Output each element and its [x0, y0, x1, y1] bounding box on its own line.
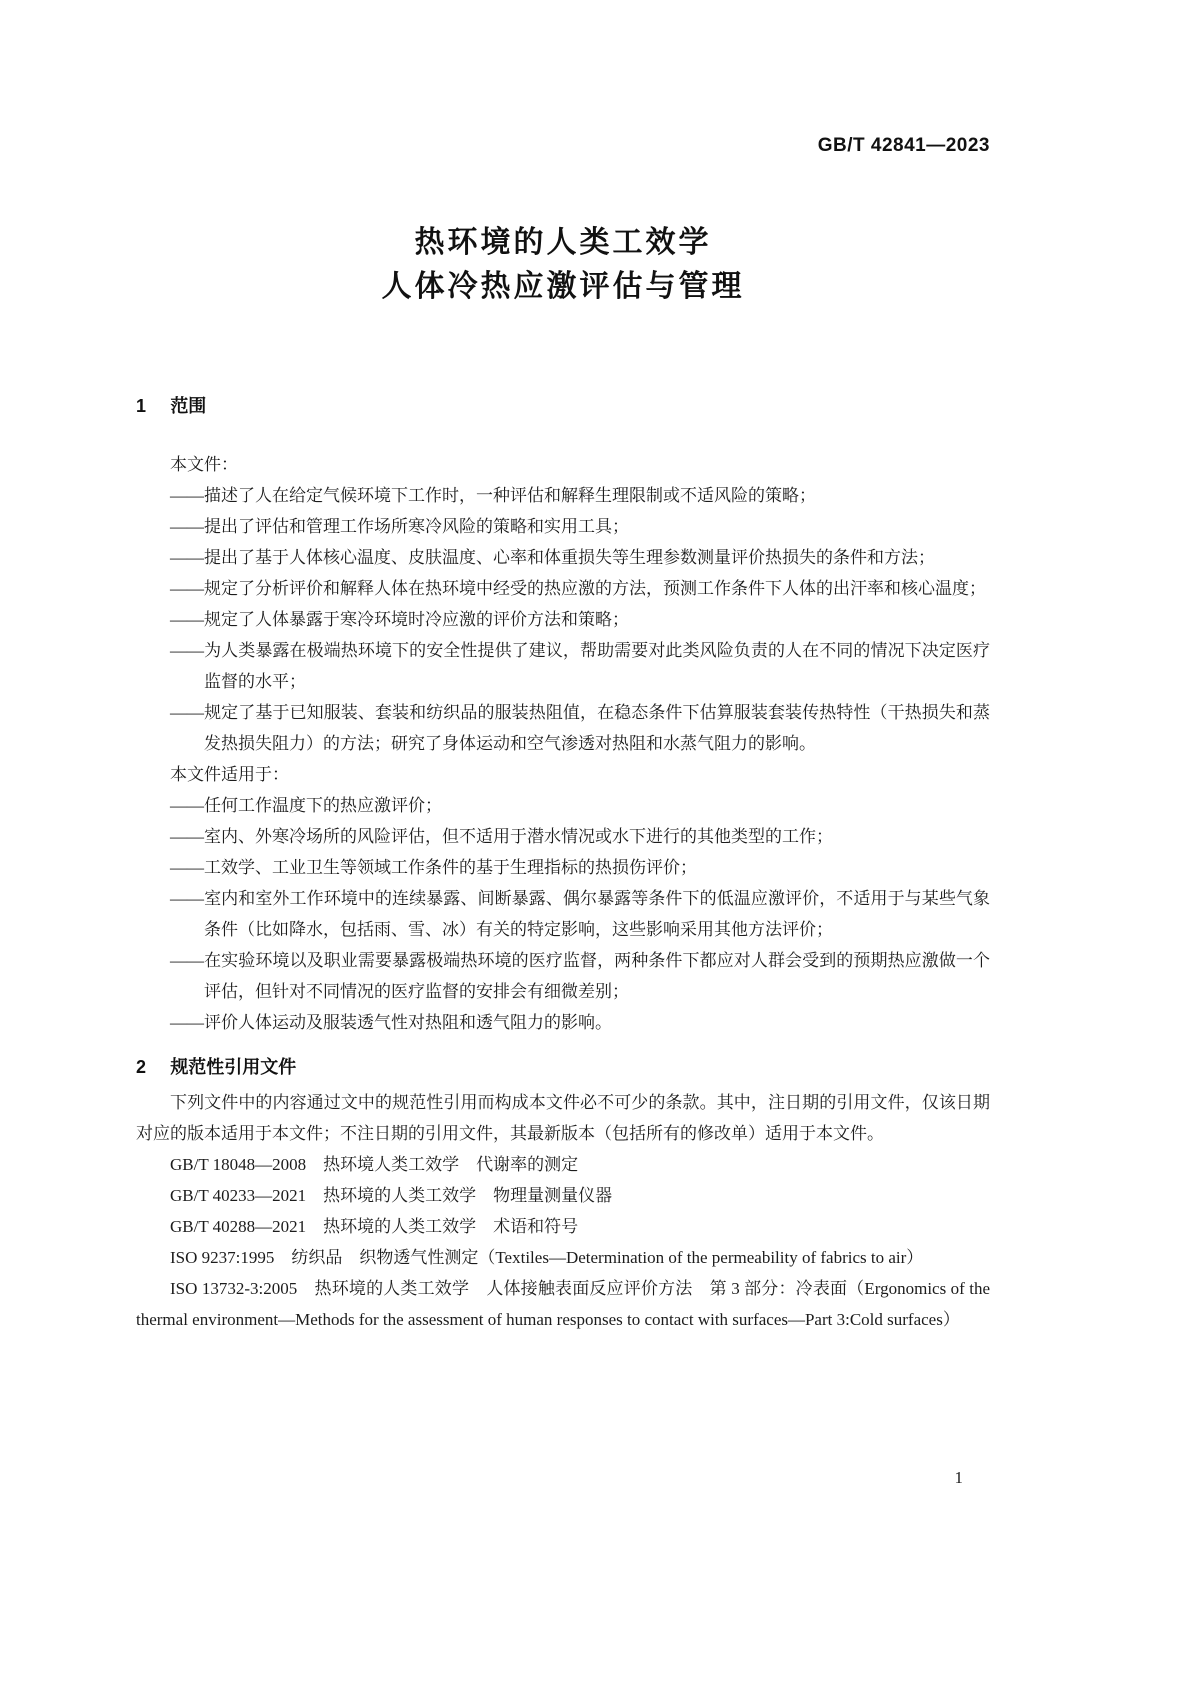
reference-4: ISO 9237:1995 纺织品 织物透气性测定（Textiles—Determination of the permeability of fabrics to air）: [170, 1248, 924, 1267]
applies-item-1: ——任何工作温度下的热应激评价；: [170, 796, 442, 815]
applies-item-5: ——在实验环境以及职业需要暴露极端热环境的医疗监督，两种条件下都应对人群会受到的预期热应激做一个评估，但针对不同情况的医疗监督的安排会有细微差别；: [170, 951, 990, 1001]
scope-item-2: ——提出了评估和管理工作场所寒冷风险的策略和实用工具；: [170, 517, 629, 536]
scope-item-6: ——为人类暴露在极端热环境下的安全性提供了建议，帮助需要对此类风险负责的人在不同的情况下决定医疗监督的水平；: [170, 641, 990, 691]
page-number: 1: [954, 1468, 963, 1487]
applies-item-2: ——室内、外寒冷场所的风险评估，但不适用于潜水情况或水下进行的其他类型的工作；: [170, 827, 833, 846]
applies-item-6: ——评价人体运动及服装透气性对热阻和透气阻力的影响。: [170, 1013, 612, 1032]
reference-5: ISO 13732-3:2005 热环境的人类工效学 人体接触表面反应评价方法 第 3 部分：冷表面（Ergonomics of the thermal environment—Methods for the assessment of human responses to contact with surfaces—Part 3:Cold surfaces）: [136, 1279, 990, 1329]
section-1-heading: [136, 393, 990, 419]
scope-item-7: ——规定了基于已知服装、套装和纺织品的服装热阻值，在稳态条件下估算服装套装传热特性（干热损失和蒸发热损失阻力）的方法；研究了身体运动和空气渗透对热阻和水蒸气阻力的影响。: [170, 703, 990, 753]
scope-intro: 本文件：: [170, 455, 238, 474]
section-1-title: 范围: [170, 396, 207, 416]
section-2-title: 规范性引用文件: [170, 1057, 297, 1077]
document-title: [136, 221, 990, 309]
document-title-line-1: 热环境的人类工效学: [414, 226, 712, 259]
normative-references-intro: 下列文件中的内容通过文中的规范性引用而构成本文件必不可少的条款。其中，注日期的引用文件，仅该日期对应的版本适用于本文件；不注日期的引用文件，其最新版本（包括所有的修改单）适用于本文件。: [136, 1093, 990, 1143]
standard-code: GB/T 42841—2023: [817, 135, 990, 156]
scope-item-5: ——规定了人体暴露于寒冷环境时冷应激的评价方法和策略；: [170, 610, 629, 629]
scope-applies-intro: 本文件适用于：: [170, 765, 289, 784]
reference-1: GB/T 18048—2008 热环境人类工效学 代谢率的测定: [170, 1155, 579, 1174]
document-title-line-2: 人体冷热应激评估与管理: [381, 270, 745, 303]
reference-2: GB/T 40233—2021 热环境的人类工效学 物理量测量仪器: [170, 1186, 613, 1205]
reference-3: GB/T 40288—2021 热环境的人类工效学 术语和符号: [170, 1217, 579, 1236]
scope-item-3: ——提出了基于人体核心温度、皮肤温度、心率和体重损失等生理参数测量评价热损失的条件和方法；: [170, 548, 935, 567]
section-1-number: 1: [136, 396, 147, 416]
applies-item-4: ——室内和室外工作环境中的连续暴露、间断暴露、偶尔暴露等条件下的低温应激评价，不适用于与某些气象条件（比如降水，包括雨、雪、冰）有关的特定影响，这些影响采用其他方法评价；: [170, 889, 990, 939]
scope-item-1: ——描述了人在给定气候环境下工作时，一种评估和解释生理限制或不适风险的策略；: [170, 486, 816, 505]
section-2-number: 2: [136, 1057, 147, 1077]
section-2-heading: [136, 1054, 990, 1080]
scope-item-4: ——规定了分析评价和解释人体在热环境中经受的热应激的方法，预测工作条件下人体的出汗率和核心温度；: [170, 579, 986, 598]
applies-item-3: ——工效学、工业卫生等领域工作条件的基于生理指标的热损伤评价；: [170, 858, 697, 877]
